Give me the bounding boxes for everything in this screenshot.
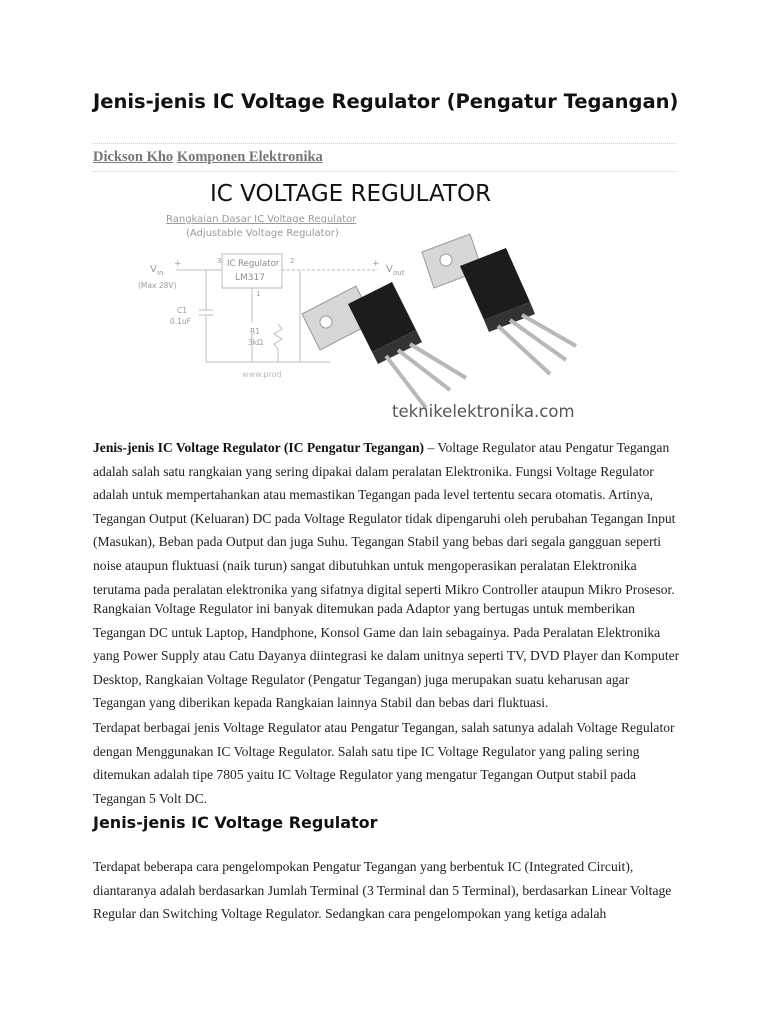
vin-plus: +	[174, 259, 182, 269]
pin-2-label: 2	[290, 257, 295, 265]
r1-label: R1	[250, 327, 260, 336]
section-heading: Jenis-jenis IC Voltage Regulator	[93, 813, 378, 832]
vout-label: V	[386, 264, 393, 275]
intro-text: – Voltage Regulator atau Pengatur Tegangan adalah salah satu rangkaian yang sering dipakai dalam peralatan Elektronika. Fungsi Voltage Regulator adalah untuk mempertahankan atau memastikan Tegangan pada level tertentu secara otomatis. Artinya, Tegangan Output (Keluaran) DC pada Voltage Regulator tidak dipengaruhi oleh perubahan Tegangan Input (Masukan), Beban pada Output dan juga Suhu. Tegangan Stabil yang bebas dari segala gangguan seperti noise ataupun fluktuasi (naik turun) sangat dibutuhkan untuk mengoperasikan peralatan Elektronika terutama pada peralatan elektronika yang sifatnya digital seperti Mikro Controller ataupun Mikro Prosesor.	[93, 440, 676, 597]
circuit-title: Rangkaian Dasar IC Voltage Regulator	[166, 214, 357, 225]
ic-label: IC Regulator	[227, 259, 280, 269]
c1-label: C1	[177, 306, 188, 315]
vin-subscript: in	[157, 269, 164, 277]
byline-divider	[93, 171, 676, 172]
figure-watermark: teknikelektronika.com	[392, 402, 575, 421]
ic-voltage-regulator-figure	[130, 174, 630, 430]
intro-bold-lead: Jenis-jenis IC Voltage Regulator (IC Pengatur Tegangan)	[93, 440, 425, 455]
paragraph-grouping: Terdapat beberapa cara pengelompokan Pengatur Tegangan yang berbentuk IC (Integrated Circuit), diantaranya adalah berdasarkan Jumlah Terminal (3 Terminal dan 5 Terminal), berdasarkan Linear Voltage Regular dan Switching Voltage Regulator. Sedangkan cara pengelompokan yang ketiga adalah	[93, 859, 672, 922]
c1-value: 0.1uF	[170, 317, 191, 326]
ic-part-label: LM317	[235, 273, 265, 283]
vin-max-label: (Max 28V)	[138, 281, 177, 290]
paragraph-adaptor: Rangkaian Voltage Regulator ini banyak ditemukan pada Adaptor yang bertugas untuk memberikan Tegangan DC untuk Laptop, Handphone, Konsol Game dan lain sebagainya. Pada Peralatan Elektronika yang Power Supply atau Catu Dayanya diintegrasi ke dalam unitnya seperti TV, DVD Player dan Komputer Desktop, Rangkaian Voltage Regulator (Pengatur Tegangan) juga merupakan suatu keharusan agar Tegangan yang diberikan kepada Rangkaian lainnya Stabil dan bebas dari fluktuasi.	[93, 601, 680, 711]
r1-value: 3kΩ	[248, 338, 263, 347]
vout-plus: +	[372, 259, 380, 269]
article-title: Jenis-jenis IC Voltage Regulator (Pengatur Tegangan)	[93, 90, 679, 113]
regulator-chip-back-icon	[422, 234, 576, 374]
figure-heading: IC VOLTAGE REGULATOR	[210, 181, 492, 207]
byline	[93, 149, 323, 166]
author-link[interactable]: Dickson Kho	[93, 149, 174, 165]
vout-subscript: out	[393, 269, 405, 277]
regulator-chip-front-icon	[302, 282, 466, 408]
pin-3-label: 3	[217, 257, 222, 265]
paragraph-types: Terdapat berbagai jenis Voltage Regulator atau Pengatur Tegangan, salah satunya adalah Voltage Regulator dengan Menggunakan IC Voltage Regulator. Salah satu tipe IC Voltage Regulator yang paling sering ditemukan adalah tipe 7805 yaitu IC Voltage Regulator yang mengatur Tegangan Output stabil pada Tegangan 5 Volt DC.	[93, 720, 675, 806]
watermark-small: www.prod	[242, 370, 282, 379]
circuit-subtitle: (Adjustable Voltage Regulator)	[186, 228, 339, 239]
title-divider	[93, 143, 676, 144]
vin-label: V	[150, 264, 157, 275]
pin-1-label: 1	[256, 290, 261, 298]
category-link[interactable]: Komponen Elektronika	[176, 149, 323, 165]
paragraph-intro	[93, 436, 683, 601]
